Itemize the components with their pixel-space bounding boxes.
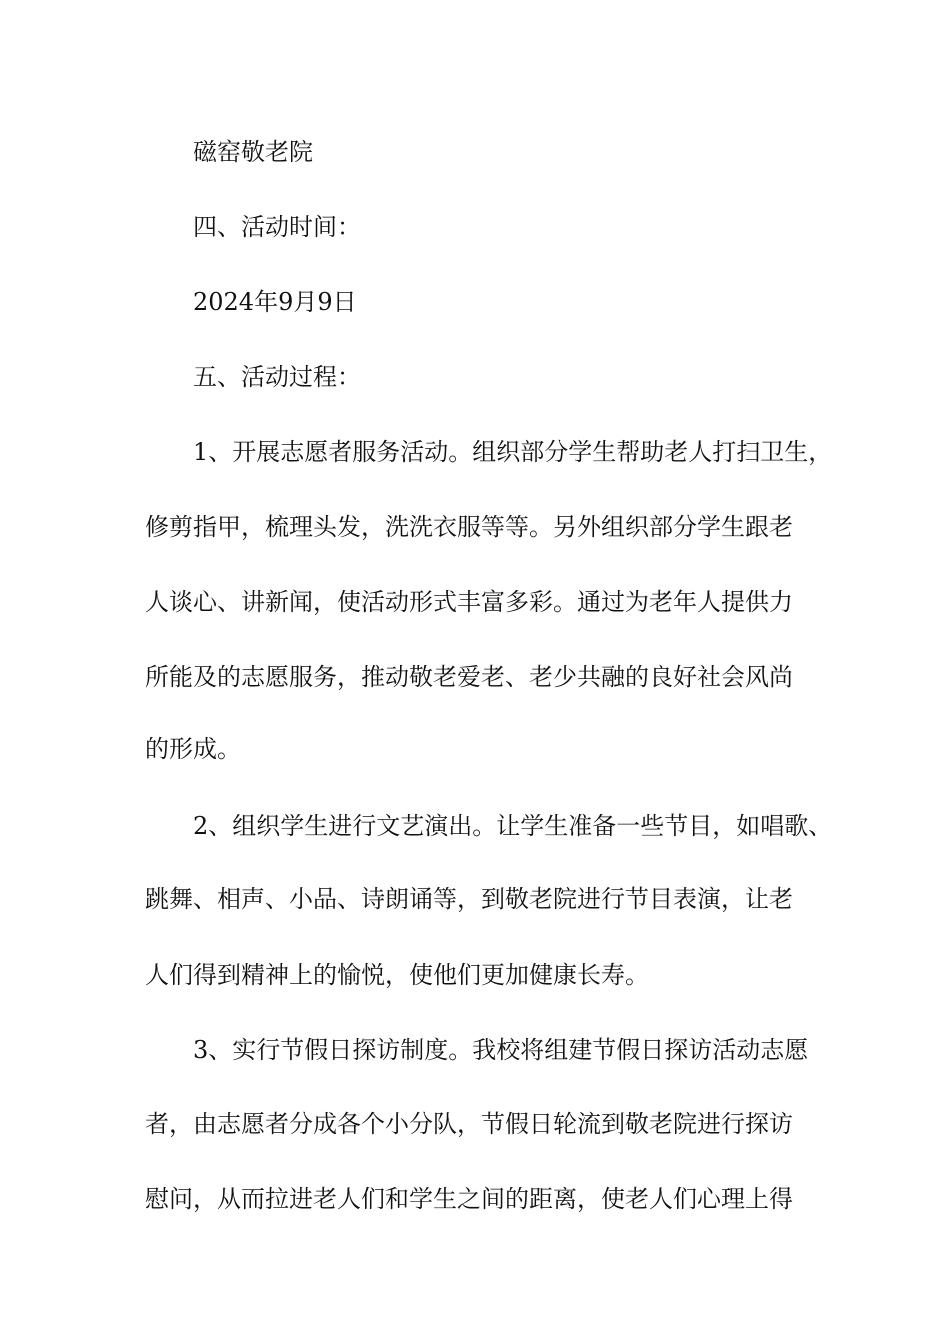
paragraph-3-line-2: 者，由志愿者分成各个小分队，节假日轮流到敬老院进行探访 — [145, 1110, 793, 1138]
paragraph-1-line-1: 1、开展志愿者服务活动。组织部分学生帮助老人打扫卫生， — [193, 438, 833, 466]
date-line: 2024年9月9日 — [193, 288, 357, 316]
paragraph-1-line-3: 人谈心、讲新闻，使活动形式丰富多彩。通过为老年人提供力 — [145, 588, 793, 616]
paragraph-3-line-1: 3、实行节假日探访制度。我校将组建节假日探访活动志愿 — [193, 1036, 809, 1064]
paragraph-2-line-3: 人们得到精神上的愉悦，使他们更加健康长寿。 — [145, 961, 649, 989]
paragraph-1-line-2: 修剪指甲，梳理头发，洗洗衣服等等。另外组织部分学生跟老 — [145, 513, 793, 541]
section-heading-time: 四、活动时间： — [193, 213, 361, 241]
paragraph-2-line-1: 2、组织学生进行文艺演出。让学生准备一些节目，如唱歌、 — [193, 812, 833, 840]
paragraph-1-line-4: 所能及的志愿服务，推动敬老爱老、老少共融的良好社会风尚 — [145, 663, 793, 691]
paragraph-3-line-3: 慰问，从而拉进老人们和学生之间的距离，使老人们心理上得 — [145, 1185, 793, 1213]
paragraph-2-line-2: 跳舞、相声、小品、诗朗诵等，到敬老院进行节目表演，让老 — [145, 885, 793, 913]
venue-line: 磁窑敬老院 — [193, 138, 313, 166]
section-heading-process: 五、活动过程： — [193, 363, 361, 391]
paragraph-1-line-5: 的形成。 — [145, 735, 241, 763]
